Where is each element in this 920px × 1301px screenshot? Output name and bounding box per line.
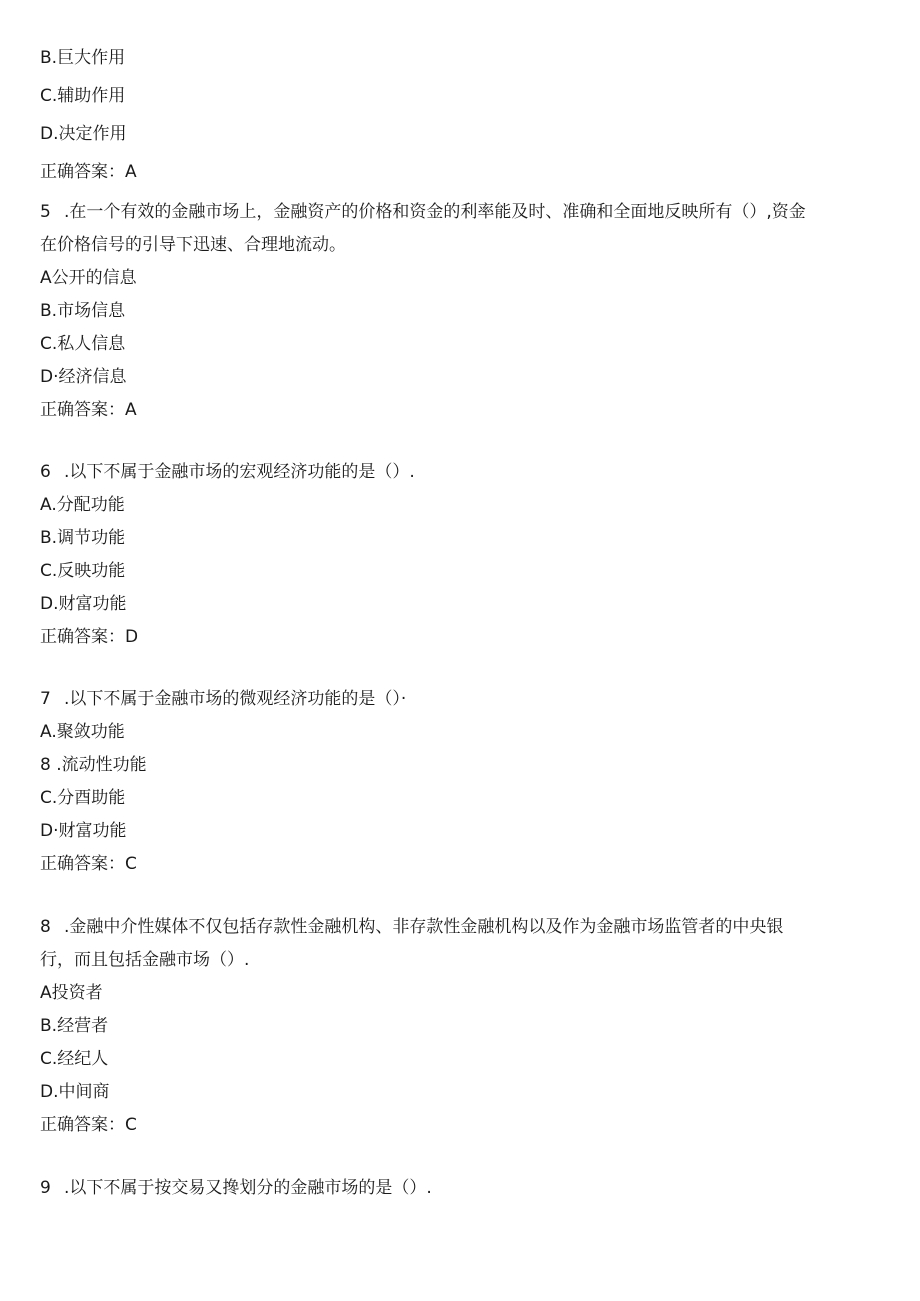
q5-number: 5 — [40, 202, 51, 222]
q6-option-a: A.分配功能 — [40, 495, 125, 515]
q5-text-line2: 在价格信号的引导下迅速、合理地流动。 — [40, 235, 346, 255]
q6-option-d: D.财富功能 — [40, 594, 127, 614]
q9-text: .以下不属于按交易又搀划分的金融市场的是（）. — [64, 1178, 432, 1198]
q5-text-line1: .在一个有效的金融市场上，金融资产的价格和资金的利率能及时、准确和全面地反映所有（）,资金 — [64, 202, 806, 222]
q7-option-c: C.分酉助能 — [40, 788, 126, 808]
q6-option-c: C.反映功能 — [40, 561, 126, 581]
q7-text: .以下不属于金融市场的微观经济功能的是（）· — [64, 689, 407, 709]
q7-question — [40, 687, 406, 711]
q7-number: 7 — [40, 689, 51, 709]
q4-option-d: D.决定作用 — [40, 124, 127, 144]
q8-option-b: B.经营者 — [40, 1016, 109, 1036]
q4-option-b: B.巨大作用 — [40, 48, 126, 68]
q9-number: 9 — [40, 1178, 51, 1198]
q7-option-d: D·财富功能 — [40, 821, 127, 841]
q7-answer: 正确答案：C — [40, 854, 137, 874]
q8-option-d: D.中间商 — [40, 1082, 110, 1102]
q8-answer: 正确答案：C — [40, 1115, 137, 1135]
q4-option-c: C.辅助作用 — [40, 86, 126, 106]
q4-answer: 正确答案：A — [40, 162, 137, 182]
q7-option-a: A.聚敛功能 — [40, 722, 125, 742]
q8-option-c: C.经纪人 — [40, 1049, 109, 1069]
q5-question — [40, 200, 806, 224]
q9-question — [40, 1176, 432, 1200]
q5-option-a: A公开的信息 — [40, 268, 137, 288]
q5-option-c: C.私人信息 — [40, 334, 126, 354]
q6-answer: 正确答案：D — [40, 627, 139, 647]
q8-question — [40, 915, 783, 939]
q6-text: .以下不属于金融市场的宏观经济功能的是（）. — [64, 462, 415, 482]
q8-number: 8 — [40, 917, 51, 937]
q8-option-a: A投资者 — [40, 983, 103, 1003]
q6-question — [40, 460, 415, 484]
q5-option-d: D·经济信息 — [40, 367, 127, 387]
q6-option-b: B.调节功能 — [40, 528, 126, 548]
q7-option-b: 8 .流动性功能 — [40, 755, 147, 775]
q8-text-line1: .金融中介性媒体不仅包括存款性金融机构、非存款性金融机构以及作为金融市场监管者的中央银 — [64, 917, 784, 937]
q5-answer: 正确答案：A — [40, 400, 137, 420]
q5-option-b: B.市场信息 — [40, 301, 126, 321]
q6-number: 6 — [40, 462, 51, 482]
q8-text-line2: 行，而且包括金融市场（）. — [40, 950, 250, 970]
